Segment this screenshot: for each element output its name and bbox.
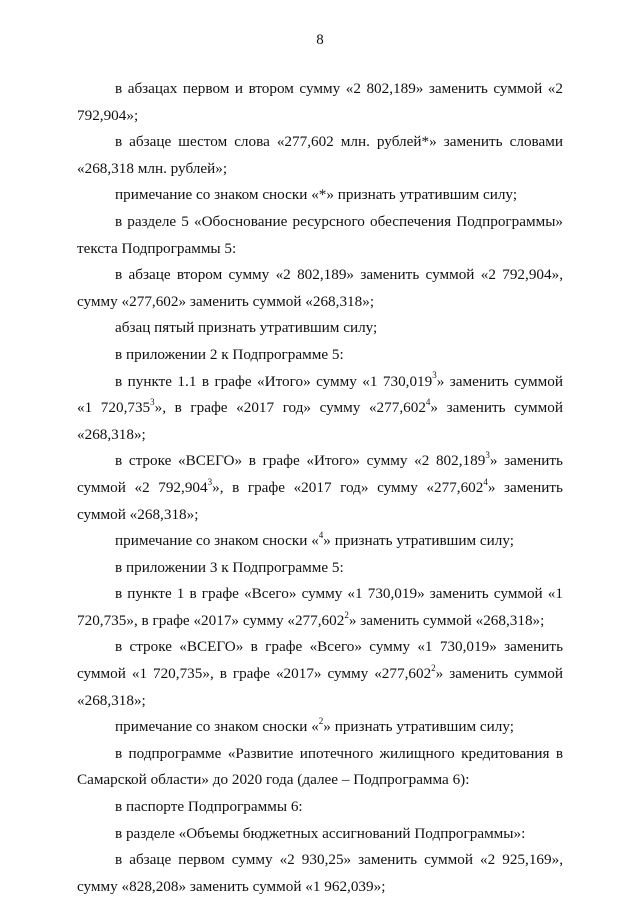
paragraph (77, 182, 563, 209)
paragraph (77, 714, 563, 741)
paragraph-text: в подпрограмме «Развитие ипотечного жилищного кредитования в Самарской области» до 2020 года (далее – Подпрограмма 6): (77, 744, 563, 789)
paragraph-text: примечание со знаком сноски «*» признать утратившим силу; (115, 186, 518, 204)
paragraph (77, 209, 563, 262)
paragraph-text: в разделе «Объемы бюджетных ассигнований Подпрограммы»: (115, 824, 526, 842)
paragraph-text: в пункте 1 в графе «Всего» сумму «1 730,019» заменить суммой «1 720,735», в графе «2017» сумму «277,602 (77, 585, 563, 629)
paragraph-text: в абзаце первом сумму «2 930,25» заменить суммой «2 925,169», сумму «828,208» заменить суммой «1 962,039»; (77, 851, 563, 895)
paragraph-text: в разделе 5 «Обоснование ресурсного обеспечения Подпрограммы» текста Подпрограммы 5: (77, 212, 563, 257)
paragraph (77, 528, 563, 555)
paragraph (77, 448, 563, 528)
paragraph-text: в абзаце шестом слова «277,602 млн. рублей*» заменить словами «268,318 млн. рублей»; (77, 133, 563, 177)
paragraph-text: » заменить суммой «268,318»; (77, 399, 563, 443)
paragraph (77, 342, 563, 369)
paragraph-text: в паспорте Подпрограммы 6: (115, 798, 303, 816)
footnote-mark: 2 (344, 609, 349, 620)
paragraph (77, 821, 563, 848)
page-number: 8 (316, 32, 324, 48)
paragraph-text: примечание со знаком сноски « (115, 532, 319, 550)
paragraph-text: в абзацах первом и втором сумму «2 802,189» заменить суммой «2 792,904»; (77, 80, 563, 124)
paragraph-text: » заменить суммой «268,318»; (77, 478, 563, 523)
paragraph-text: примечание со знаком сноски « (115, 718, 319, 736)
paragraph-text: » заменить суммой «2 792,904 (77, 452, 563, 496)
paragraph-text: » признать утратившим силу; (323, 532, 514, 550)
paragraph (77, 369, 563, 449)
paragraph-text: », в графе «2017 год» сумму «277,602 (212, 478, 484, 496)
footnote-mark: 2 (318, 716, 324, 727)
paragraph-text: » заменить суммой «268,318»; (348, 611, 545, 629)
paragraph (77, 76, 563, 129)
footnote-mark: 3 (432, 370, 437, 381)
paragraph-text: » заменить суммой «1 720,735 (77, 372, 563, 417)
footnote-mark: 4 (483, 476, 488, 487)
paragraph (77, 581, 563, 634)
paragraph-text: в пункте 1.1 в графе «Итого» сумму «1 730,019 (115, 372, 433, 390)
paragraph (77, 262, 563, 315)
paragraph (77, 129, 563, 182)
footnote-mark: 3 (207, 476, 213, 487)
paragraph-text: в строке «ВСЕГО» в графе «Итого» сумму «2 802,189 (115, 452, 486, 470)
paragraph (77, 555, 563, 582)
footnote-mark: 4 (425, 397, 431, 408)
paragraph (77, 634, 563, 714)
paragraph-text: в абзаце втором сумму «2 802,189» заменить суммой «2 792,904», сумму «277,602» заменить суммой «268,318»; (77, 266, 563, 310)
paragraph-text: » признать утратившим силу; (323, 718, 514, 736)
footnote-mark: 2 (431, 663, 436, 673)
paragraph-text: », в графе «2017 год» сумму «277,602 (154, 399, 426, 417)
paragraph-text: в приложении 3 к Подпрограмме 5: (115, 558, 344, 576)
paragraph (77, 315, 563, 342)
paragraph-text: в строке «ВСЕГО» в графе «Всего» сумму «1 730,019» заменить суммой «1 720,735», в графе «2017» сумму «277,602 (77, 638, 563, 683)
footnote-mark: 4 (318, 530, 324, 541)
paragraph (77, 741, 563, 794)
paragraph (77, 794, 563, 821)
document-body (77, 76, 563, 900)
paragraph-text: » заменить суммой «268,318»; (77, 665, 563, 709)
footnote-mark: 3 (150, 397, 155, 408)
paragraph (77, 847, 563, 900)
paragraph-text: абзац пятый признать утратившим силу; (115, 319, 378, 337)
paragraph-text: в приложении 2 к Подпрограмме 5: (115, 345, 344, 363)
footnote-mark: 3 (485, 450, 490, 461)
